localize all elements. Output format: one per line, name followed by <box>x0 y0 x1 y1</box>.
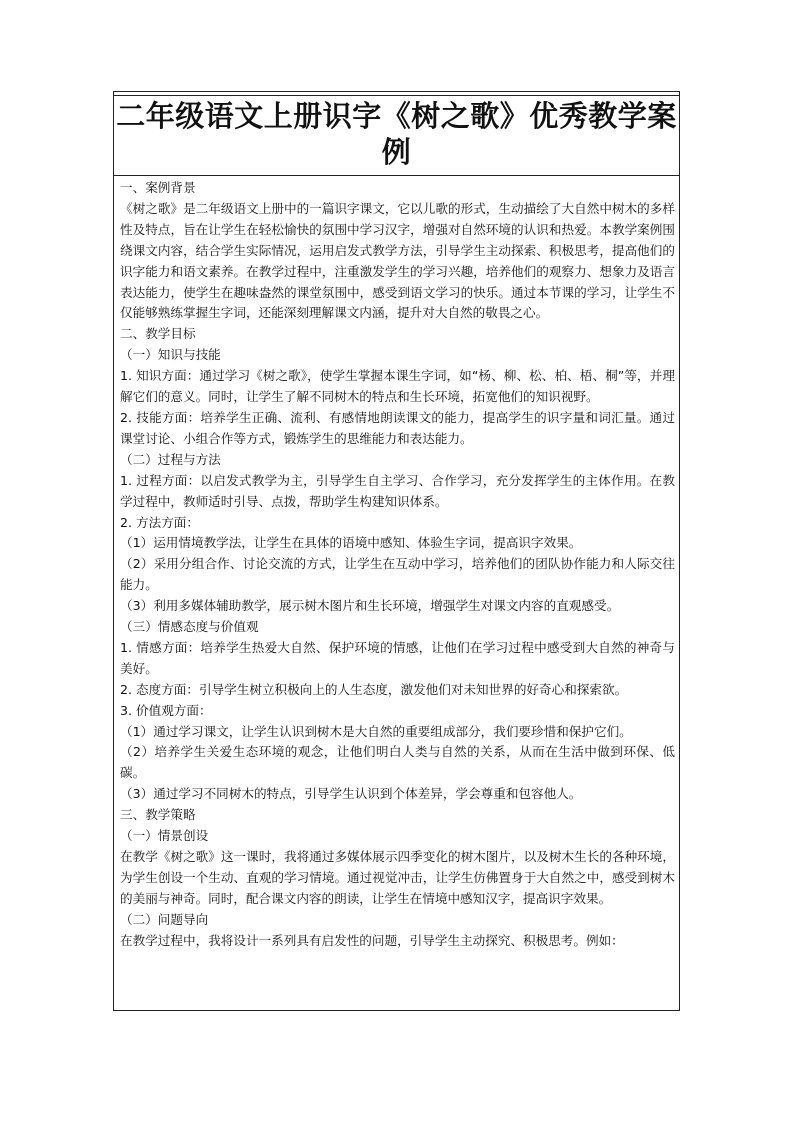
list-item: （3）通过学习不同树木的特点，引导学生认识到个体差异，学会尊重和包容他人。 <box>120 786 582 802</box>
subsection-heading: （一）情景创设 <box>120 828 209 844</box>
document-table <box>113 91 680 1011</box>
paragraph: 在教学《树之歌》这一课时，我将通过多媒体展示四季变化的树木图片，以及树木生长的各种环境，为学生创设一个生动、直观的学习情境。通过视觉冲击，让学生仿佛置身于大自然之中，感受到树木的美丽与神奇。同时，配合课文内容的朗读，让学生在情境中感知汉字，提高识字效果。 <box>120 849 675 906</box>
subsection-heading: （三）情感态度与价值观 <box>120 619 259 635</box>
top-border <box>114 95 679 96</box>
paragraph: 1. 情感方面：培养学生热爱大自然、保护环境的情感，让他们在学习过程中感受到大自然的神奇与美好。 <box>120 639 675 676</box>
title-divider <box>114 175 679 176</box>
subsection-heading: （二）问题导向 <box>120 911 209 927</box>
subsection-heading: （二）过程与方法 <box>120 451 221 467</box>
paragraph: 2. 方法方面： <box>120 514 199 530</box>
document-title: 二年级语文上册识字《树之歌》优秀教学案例 <box>116 99 677 169</box>
paragraph: 2. 态度方面：引导学生树立积极向上的人生态度，激发他们对未知世界的好奇心和探索欲。 <box>120 681 628 697</box>
subsection-heading: （一）知识与技能 <box>120 347 221 363</box>
paragraph: 在教学过程中，我将设计一系列具有启发性的问题，引导学生主动探究、积极思考。例如： <box>120 932 624 948</box>
list-item: （3）利用多媒体辅助教学，展示树木图片和生长环境，增强学生对课文内容的直观感受。 <box>120 598 620 614</box>
paragraph: 3. 价值观方面： <box>120 702 212 718</box>
list-item: （1）通过学习课文，让学生认识到树木是大自然的重要组成部分，我们要珍惜和保护它们。 <box>120 723 632 739</box>
list-item: （1）运用情境教学法，让学生在具体的语境中感知、体验生字词，提高识字效果。 <box>120 535 582 551</box>
list-item: （2）采用分组合作、讨论交流的方式，让学生在互动中学习，培养他们的团队协作能力和人际交往能力。 <box>120 556 675 593</box>
paragraph: 1. 过程方面：以启发式教学为主，引导学生自主学习、合作学习，充分发挥学生的主体作用。在教学过程中，教师适时引导、点拨，帮助学生构建知识体系。 <box>120 472 675 509</box>
paragraph: 《树之歌》是二年级语文上册中的一篇识字课文，它以儿歌的形式，生动描绘了大自然中树木的多样性及特点，旨在让学生在轻松愉快的氛围中学习汉字，增强对自然环境的认识和热爱。本教学案例围绕课文内容，结合学生实际情况，运用启发式教学方法，引导学生主动探索、积极思考，提高他们的识字能力和语文素养。在教学过程中，注重激发学生的学习兴趣，培养他们的观察力、想象力及语言表达能力，使学生在趣味盎然的课堂氛围中，感受到语文学习的快乐。通过本节课的学习，让学生不仅能够熟练掌握生字词，还能深刻理解课文内涵，提升对大自然的敬畏之心。 <box>120 200 675 321</box>
list-item: （2）培养学生关爱生态环境的观念，让他们明白人类与自然的关系，从而在生活中做到环保、低碳。 <box>120 744 675 781</box>
section-heading: 一、案例背景 <box>120 180 196 195</box>
document-body <box>120 178 675 952</box>
section-heading: 二、教学目标 <box>120 326 196 342</box>
paragraph: 2. 技能方面：培养学生正确、流利、有感情地朗读课文的能力，提高学生的识字量和词汇量。通过课堂讨论、小组合作等方式，锻炼学生的思维能力和表达能力。 <box>120 409 675 446</box>
paragraph: 1. 知识方面：通过学习《树之歌》，使学生掌握本课生字词，如“杨、柳、松、柏、梧、桐”等，并理解它们的意义。同时，让学生了解不同树木的特点和生长环境，拓宽他们的知识视野。 <box>120 368 675 405</box>
section-heading: 三、教学策略 <box>120 807 196 823</box>
